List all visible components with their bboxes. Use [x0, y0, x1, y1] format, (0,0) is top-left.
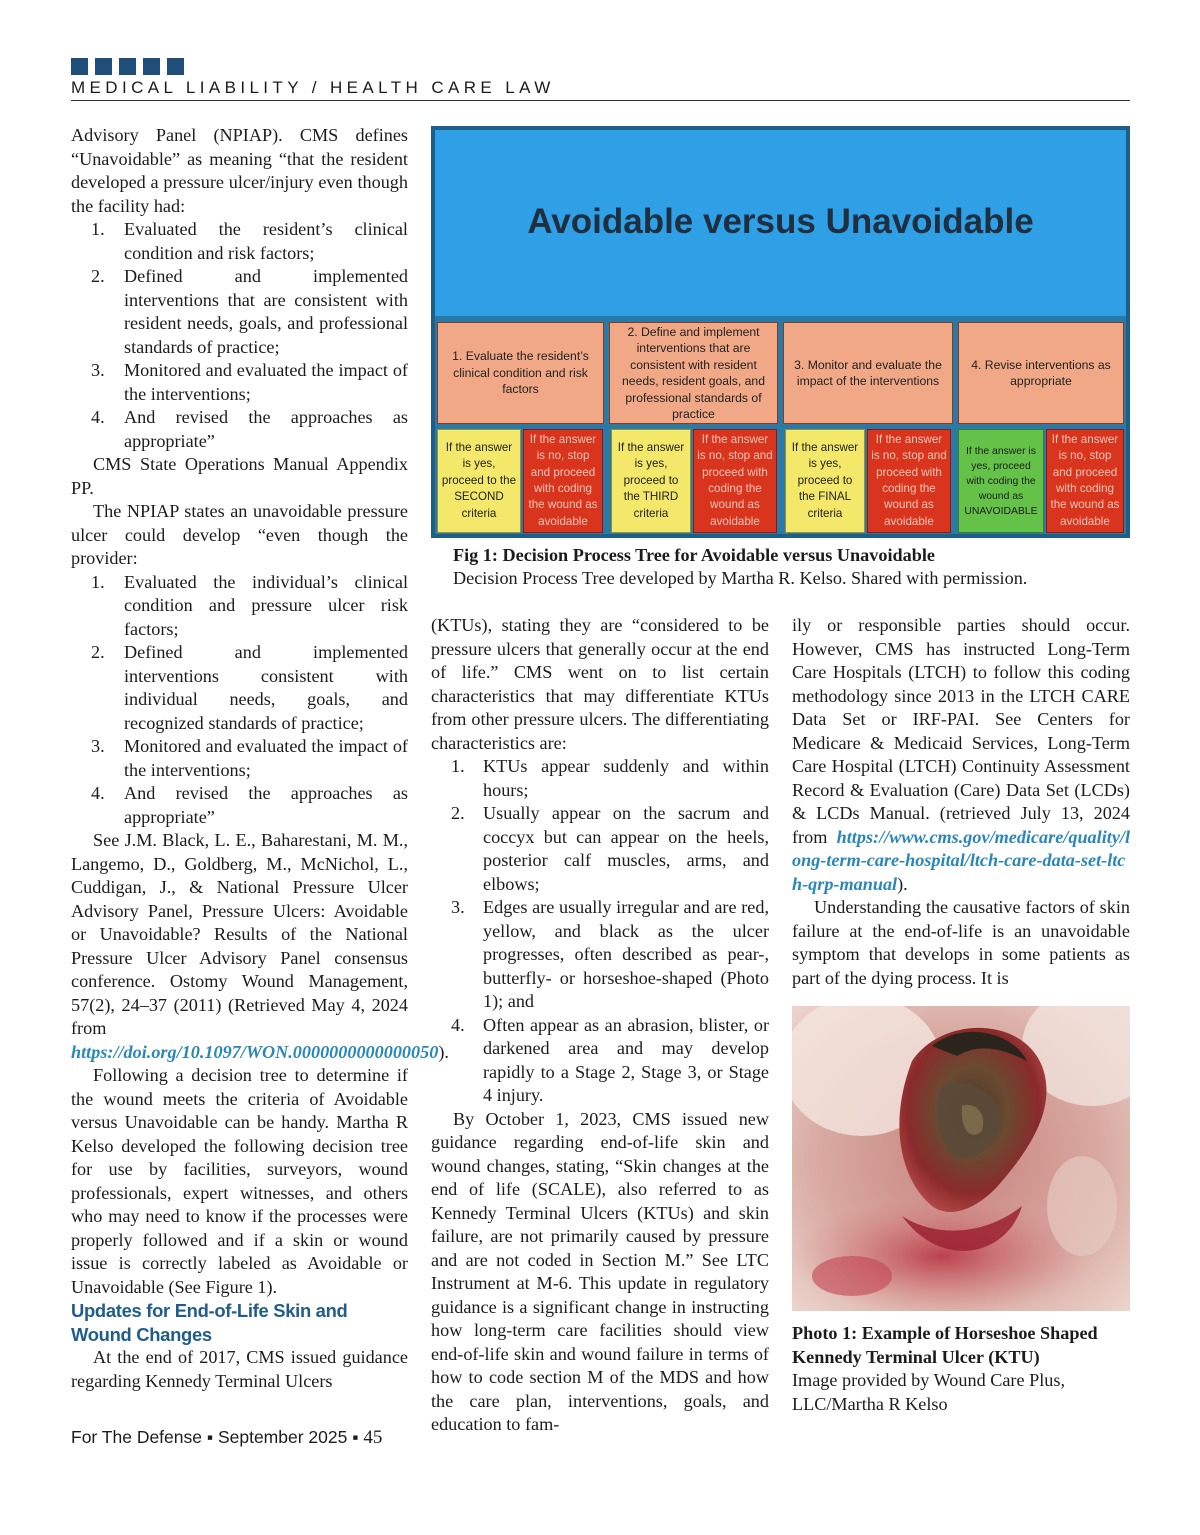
list-text: And revised the approaches as appropriate” — [124, 407, 408, 451]
list-item — [71, 265, 408, 359]
answer-yes-1: If the answer is yes, proceed to the SECOND criteria — [437, 429, 521, 533]
answer-yes-2: If the answer is yes, proceed to the THIRD criteria — [611, 429, 691, 533]
list-item — [431, 802, 769, 896]
header-squares — [71, 58, 184, 75]
figure-caption-title: Fig 1: Decision Process Tree for Avoidable versus Unavoidable — [453, 545, 935, 565]
list-text: KTUs appear suddenly and within hours; — [483, 756, 769, 800]
list-text: Monitored and evaluated the impact of the interventions; — [124, 360, 408, 404]
list-text: Defined and implemented interventions consistent with individual needs, goals, and recognized standards of practice; — [124, 642, 408, 733]
list-item — [71, 641, 408, 735]
col1-paragraph-1: Advisory Panel (NPIAP). CMS defines “Unavoidable” as meaning “that the resident developed a pressure ulcer/injury even though the facility had: — [71, 125, 408, 216]
list-number: 1. — [91, 219, 105, 239]
answer-no-4: If the answer is no, stop and proceed with coding the wound as avoidable — [1046, 429, 1124, 533]
list-number: 4. — [91, 783, 105, 803]
list-text: And revised the approaches as appropriate” — [124, 783, 408, 827]
answer-no-2: If the answer is no, stop and proceed with coding the wound as avoidable — [693, 429, 777, 533]
footer-separator: ▪ — [206, 1427, 218, 1447]
step-box-4: 4. Revise interventions as appropriate — [958, 322, 1124, 424]
list-item — [71, 359, 408, 406]
list-item — [431, 755, 769, 802]
col1-paragraph-4 — [71, 829, 449, 1064]
col2-list — [431, 755, 769, 1108]
list-text: Evaluated the resident’s clinical condition and risk factors; — [124, 219, 408, 263]
footer-date: September 2025 — [217, 1427, 348, 1447]
col1-list-2 — [71, 571, 408, 830]
header-square — [119, 58, 136, 75]
footer-publication: For The Defense — [71, 1427, 202, 1447]
step-box-3: 3. Monitor and evaluate the impact of the interventions — [783, 322, 953, 424]
column-3 — [792, 614, 1130, 990]
header-square — [143, 58, 160, 75]
decision-tree-figure — [431, 126, 1130, 538]
col1-paragraph-6: At the end of 2017, CMS issued guidance regarding Kennedy Terminal Ulcers — [71, 1347, 408, 1391]
col1-list-1 — [71, 218, 408, 453]
col1-paragraph-2: CMS State Operations Manual Appendix PP. — [71, 454, 408, 498]
list-number: 3. — [91, 736, 105, 756]
step-box-2: 2. Define and implement interventions that are consistent with resident needs, resident goals, and professional standards of practice — [609, 322, 778, 424]
header-square — [167, 58, 184, 75]
list-text: Monitored and evaluated the impact of the interventions; — [124, 736, 408, 780]
figure-caption-text: Decision Process Tree developed by Martha R. Kelso. Shared with permission. — [453, 568, 1028, 588]
col1-paragraph-3: The NPIAP states an unavoidable pressure ulcer could develop “even though the provider: — [71, 501, 408, 568]
column-1 — [71, 124, 449, 1393]
list-number: 1. — [451, 756, 465, 776]
page-footer — [71, 1427, 382, 1449]
page-number: 45 — [363, 1427, 383, 1448]
col2-paragraph-1: (KTUs), stating they are “considered to be pressure ulcers that generally occur at the end of life.” CMS went on to list certain characteristics that may differentiate KTUs from other pressure ulcers. The differentiating characteristics are: — [431, 615, 769, 753]
photo-caption-text: Image provided by Wound Care Plus, LLC/Martha R Kelso — [792, 1370, 1065, 1414]
footer-separator: ▪ — [352, 1427, 364, 1447]
col3-text-end: ). — [897, 873, 908, 894]
answer-yes-3: If the answer is yes, proceed to the FINAL criteria — [785, 429, 865, 533]
figure-banner-title: Avoidable versus Unavoidable — [527, 202, 1034, 241]
list-item — [431, 896, 769, 1014]
list-item — [71, 218, 408, 265]
list-text: Often appear as an abrasion, blister, or darkened area and may develop rapidly to a Stage 2, Stage 3, or Stage 4 injury. — [483, 1014, 769, 1105]
doi-link[interactable]: https://doi.org/10.1097/WON.0000000000000050 — [71, 1041, 439, 1062]
list-text: Usually appear on the sacrum and coccyx but can appear on the heels, posterior calf muscles, arms, and elbows; — [483, 803, 769, 894]
list-text: Edges are usually irregular and are red, yellow, and black as the ulcer progresses, often described as pear-, butterfly- or horseshoe-shaped (Photo 1); and — [483, 897, 769, 1011]
list-number: 2. — [451, 803, 465, 823]
list-item — [431, 1014, 769, 1108]
wound-photo-image — [792, 1006, 1130, 1311]
list-number: 3. — [91, 360, 105, 380]
reference-end: ). — [438, 1041, 449, 1062]
figure-banner — [435, 130, 1126, 316]
list-item — [71, 571, 408, 642]
list-number: 2. — [91, 266, 105, 286]
col3-paragraph-1 — [792, 614, 1130, 896]
column-2 — [431, 614, 769, 1437]
photo-caption-title: Photo 1: Example of Horseshoe Shaped Kennedy Terminal Ulcer (KTU) — [792, 1323, 1098, 1367]
section-subheading: Updates for End-of-Life Skin and Wound Changes — [71, 1300, 348, 1345]
list-item — [71, 782, 408, 829]
col2-paragraph-2: By October 1, 2023, CMS issued new guidance regarding end-of-life skin and wound changes, stating, “Skin changes at the end of life (SCALE), also referred to as Kennedy Terminal Ulcers (KTUs) and skin failure, are not primarily caused by pressure and are not coded in Section M.” See LTC Instrument at M-6. This update in regulatory guidance is a significant change in instructing how long-term care facilities should view end-of-life skin and wound failure in terms of how to code section M of the MDS and how the care plan, interventions, goals, and education to fam- — [431, 1108, 769, 1434]
section-title: MEDICAL LIABILITY / HEALTH CARE LAW — [71, 78, 555, 97]
header-square — [71, 58, 88, 75]
wound-photo — [792, 1006, 1130, 1311]
answer-no-1: If the answer is no, stop and proceed with coding the wound as avoidable — [523, 429, 603, 533]
cms-manual-link[interactable]: https://www.cms.gov/medicare/quality/long-term-care-hospital/ltch-care-data-set-ltch-qrp-manual — [792, 826, 1130, 894]
list-number: 1. — [91, 571, 105, 592]
step-box-1: 1. Evaluate the resident’s clinical condition and risk factors — [437, 322, 604, 424]
answer-no-3: If the answer is no, stop and proceed with coding the wound as avoidable — [867, 429, 951, 533]
list-number: 4. — [451, 1014, 465, 1035]
list-text: Evaluated the individual’s clinical condition and pressure ulcer risk factors; — [124, 571, 408, 639]
list-number: 4. — [91, 407, 105, 427]
list-number: 3. — [451, 897, 465, 917]
col3-text: ily or responsible parties should occur. However, CMS has instructed Long-Term Care Hospitals (LTCH) to follow this coding methodology since 2013 in the LTCH CARE Data Set or IRF-PAI. See Centers for Medicare & Medicaid Services, Long-Term Care Hospital (LTCH) Continuity Assessment Record & Evaluation (Care) Data Set (LCDs) & LCDs Manual. (retrieved July 13, 2024 from — [792, 615, 1130, 847]
header-square — [95, 58, 112, 75]
header-rule — [71, 100, 1130, 101]
list-item — [71, 735, 408, 782]
list-number: 2. — [91, 642, 105, 662]
list-text: Defined and implemented interventions that are consistent with resident needs, goals, and professional standards of practice; — [124, 266, 408, 357]
answer-unavoidable: If the answer is yes, proceed with coding the wound as UNAVOIDABLE — [958, 429, 1044, 533]
figure-frame — [435, 130, 1126, 534]
list-item — [71, 406, 408, 453]
col1-paragraph-5: Following a decision tree to determine if the wound meets the criteria of Avoidable versus Unavoidable can be handy. Martha R Kelso developed the following decision tree for use by facilities, surveyors, wound professionals, expert witnesses, and others who may need to know if the processes were properly followed and if a skin or wound issue is correctly labeled as Avoidable or Unavoidable (See Figure 1). — [71, 1065, 408, 1297]
reference-text: See J.M. Black, L. E., Baharestani, M. M., Langemo, D., Goldberg, M., McNichol, L., Cuddigan, J., & National Pressure Ulcer Advisory Panel, Pressure Ulcers: Avoidable or Unavoidable? Results of the National Pressure Ulcer Advisory Panel consensus conference. Ostomy Wound Management, 57(2), 24–37 (2011) (Retrieved May 4, 2024 from — [71, 830, 408, 1038]
col3-paragraph-2: Understanding the causative factors of skin failure at the end-of-life is an unavoidable symptom that develops in some patients as part of the dying process. It is — [792, 897, 1130, 988]
